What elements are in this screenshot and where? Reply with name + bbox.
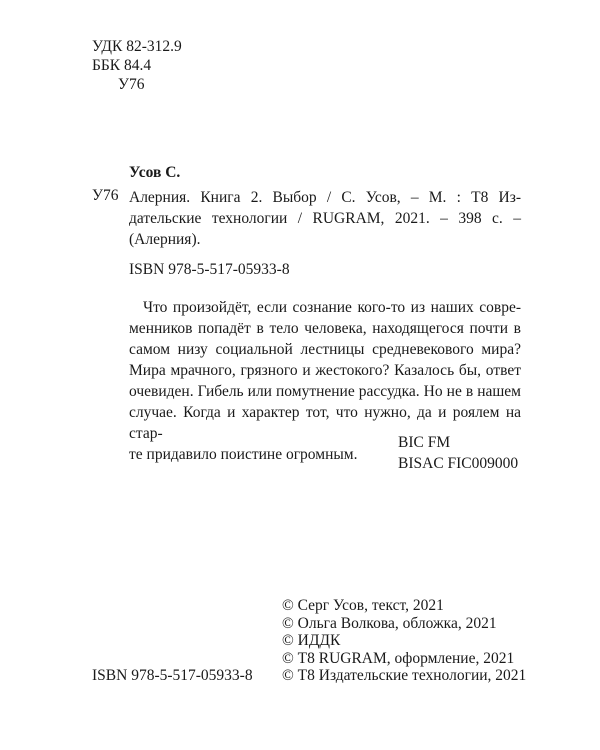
- bib-line: Алерния. Книга 2. Выбор / С. Усов, – М. : Т8 Из-: [129, 189, 521, 206]
- copyright-line: © Ольга Волкова, обложка, 2021: [282, 614, 497, 632]
- classification-block: [92, 37, 182, 94]
- annotation-line: менников попадёт в тело человека, находящегося почти в: [129, 320, 521, 337]
- annotation-line: самом низу социальной лестницы средневекового мира?: [129, 341, 521, 358]
- author-name: Усов С.: [129, 164, 181, 181]
- copyright-line: © Серг Усов, текст, 2021: [282, 597, 444, 614]
- annotation-line: те придавило поистине огромным.: [129, 446, 358, 463]
- bibliographic-record: [129, 187, 521, 250]
- bib-line: дательские технологии / RUGRAM, 2021. – 398 с. –: [129, 210, 521, 227]
- bib-line: (Алерния).: [129, 231, 201, 248]
- subject-codes: [398, 432, 518, 474]
- annotation-line: случае. Когда и характер тот, что нужно, да и роялем на стар-: [129, 404, 521, 442]
- copyright-block: [282, 597, 526, 685]
- isbn-footer: ISBN 978-5-517-05933-8: [92, 667, 253, 684]
- cutter-code: У76: [92, 187, 119, 204]
- copyright-line: © ИДДК: [282, 632, 341, 650]
- annotation-line: очевиден. Гибель или помутнение рассудка. Но не в нашем: [129, 383, 521, 400]
- bic-code: BIC FM: [398, 434, 451, 451]
- copyright-line: © Т8 Издательские технологии, 2021: [282, 667, 527, 685]
- annotation-line: Что произойдёт, если сознание кого-то из наших совре-: [143, 299, 521, 316]
- annotation-line: Мира мрачного, грязного и жестокого? Казалось бы, ответ: [129, 362, 521, 379]
- bbk-code: ББК 84.4: [92, 57, 152, 74]
- copyright-line: © Т8 RUGRAM, оформление, 2021: [282, 649, 515, 667]
- bisac-code: BISAC FIC009000: [398, 455, 519, 472]
- cutter-code-top: У76: [118, 76, 145, 93]
- udk-code: УДК 82-312.9: [92, 38, 182, 55]
- isbn-record: ISBN 978-5-517-05933-8: [129, 261, 290, 278]
